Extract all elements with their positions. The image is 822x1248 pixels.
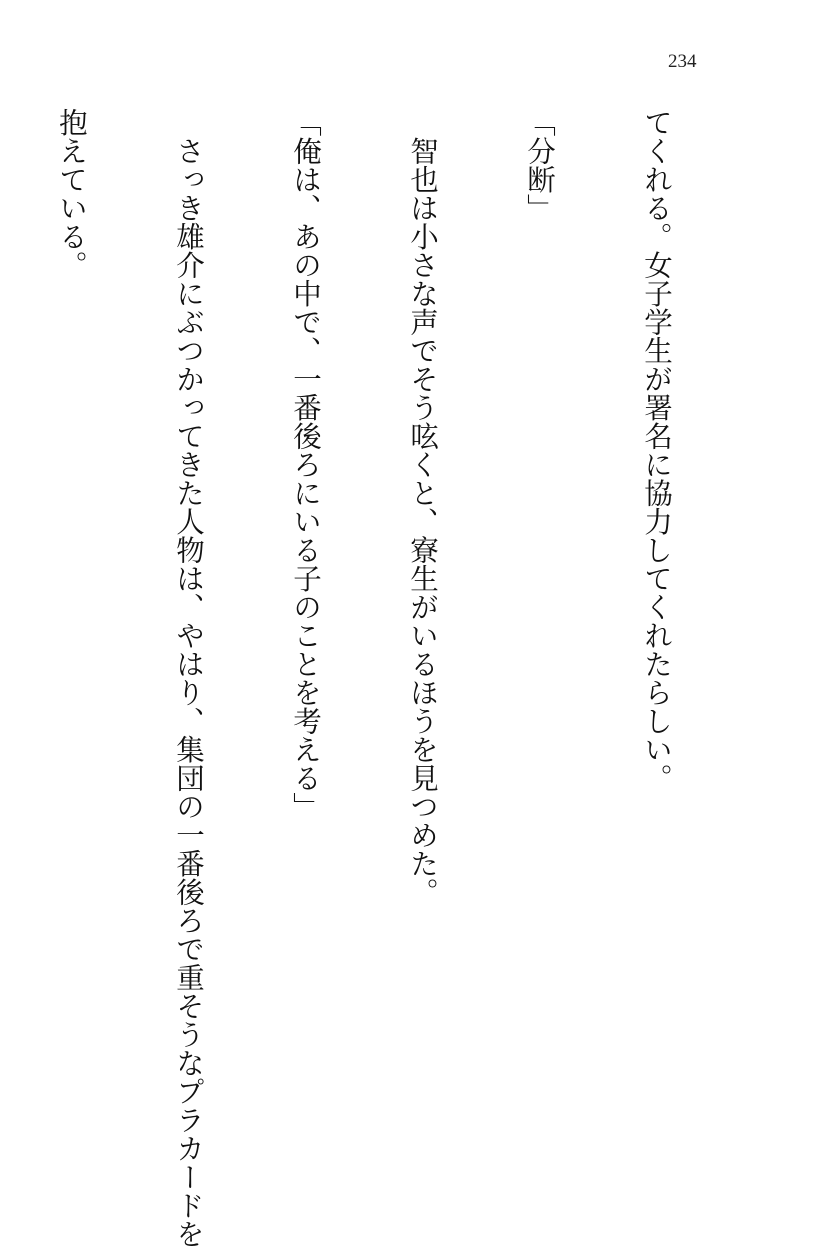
text-line: さっき雄介にぶつかってきた人物は、やはり、集団の一番後ろで重そうなプラカードを [172,108,205,1248]
text-line: 智也は小さな声でそう呟くと、寮生がいるほうを見つめた。 [406,108,439,906]
text-line: 「俺は、あの中で、一番後ろにいる子のことを考える」 [289,108,322,821]
vertical-text-body [0,108,754,1248]
text-line: てくれる。女子学生が署名に協力してくれたらしい。 [640,108,673,792]
page-number: 234 [668,51,697,72]
text-line: 抱えている。 [55,108,88,279]
text-line: 「分断」 [523,108,556,222]
